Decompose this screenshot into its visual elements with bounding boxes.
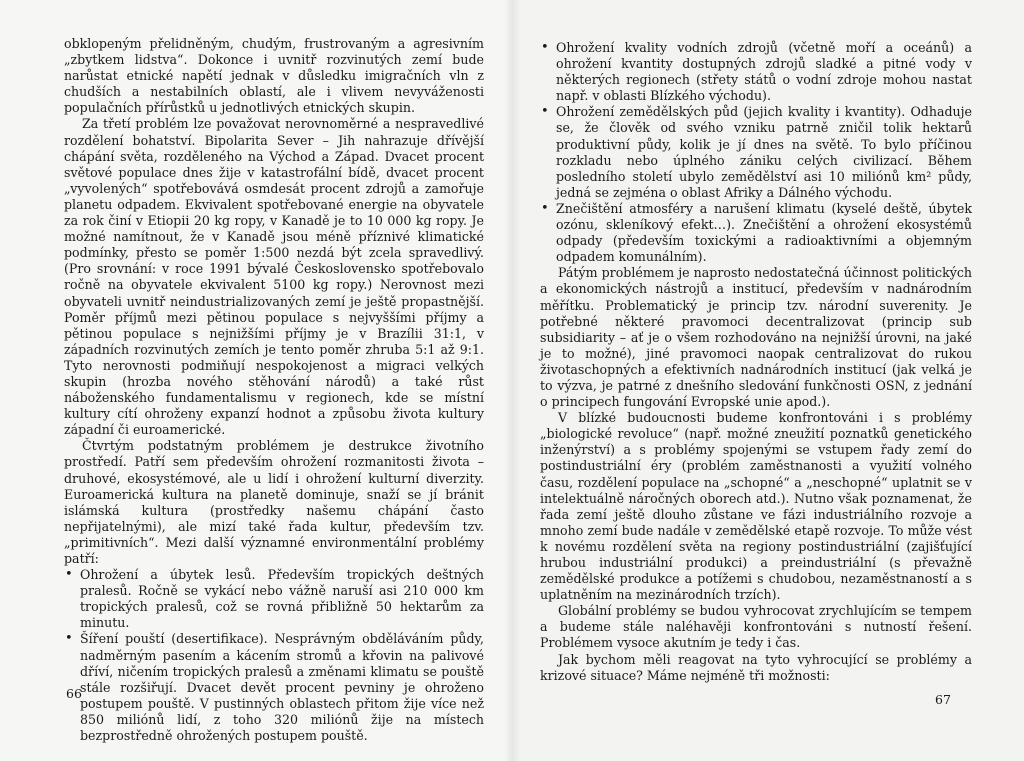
bullet-item: • Ohrožení zemědělských půd (jejich kvality i kvantity). Odhaduje se, že člověk od svého vzniku patrně zničil tolik hektarů produktivní půdy, kolik je jí dnes na světě. To bylo příčinou rozkladu nebo úplného zániku celých civilizací. Během posledního století ubylo zemědělství asi 10 miliónů km² půdy, jedná se zejména o oblast Afriky a Dálného východu. <box>540 104 972 201</box>
paragraph: Pátým problémem je naprosto nedostatečná účinnost politických a ekonomických nástrojů a institucí, především v nadnárodním měřítku. Problematický je princip tzv. národní suverenity. Je potřebné některé pravomoci decentralizovat (princip sub subsidiarity – ať je o všem rozhodováno na nejnižší úrovni, na jaké je to možné), jiné pravomoci naopak centralizovat do rukou životaschopných a efektivních nadnárodních institucí (jak velká je to výzva, je patrné z dnešního sledování funkčnosti OSN, z jednání o principech fungování Evropské unie apod.). <box>540 265 972 410</box>
page-number: 67 <box>935 692 951 707</box>
paragraph: Čtvrtým podstatným problémem je destrukce životního prostředí. Patří sem především ohrožení rozmanitosti života – druhové, ekosystémové, ale u lidí i ohrožení kulturní diverzity. Euroamerická kultura na planetě dominuje, snaží se jí bránit islámská kultura (prostředky našemu chápání často nepřijatelnými), ale mizí také řada kultur, především tzv. „primitivních“. Mezi další významné environmentální problémy patří: <box>64 438 484 566</box>
bullet-item: • Šíření pouští (desertifikace). Nesprávným obděláváním půdy, nadměrným pasením a kácením stromů a křovin na palivové dříví, ničením tropických pralesů a změnami klimatu se pouště stále rozšiřují. Dvacet devět procent pevniny je ohroženo postupem pouště. V pustinných oblastech přitom žije více než 850 miliónů lidí, z toho 320 miliónů žije na místech bezprostředně ohrožených postupem pouště. <box>64 631 484 744</box>
paragraph: V blízké budoucnosti budeme konfrontováni i s problémy „biologické revoluce“ (např. možné zneužití poznatků genetického inženýrství) a s problémy spojenými se vstupem řady zemí do postindustriální éry (problém zaměstnanosti a využití volného času, rozdělení populace na „schopné“ a „neschopné“ uplatnit se v intelektuálně náročných oborech atd.). Nutno však poznamenat, že řada zemí ještě dlouho zůstane ve fázi industriálního rozvoje a mnoho zemí bude nadále v zemědělské etapě rozvoje. To může vést k novému rozdělení světa na regiony postindustriální (zajišťující hrubou industriální produkci) a preindustriální (s převažně zemědělské produkce a potížemi s chudobou, nezaměstnaností a s uplatněním na mezinárodních trzích). <box>540 410 972 603</box>
paragraph: Globální problémy se budou vyhrocovat zrychlujícím se tempem a budeme stále naléhavěji konfrontováni s nutností řešení. Problémem vysoce akutním je tedy i čas. <box>540 603 972 651</box>
page-number: 66 <box>66 686 82 701</box>
paragraph: obklopeným přelidněným, chudým, frustrovaným a agresivním „zbytkem lidstva“. Dokonce i uvnitř rozvinutých zemí bude narůstat etnické napětí jednak v důsledku imigračních vln z chudších a nestabilních oblastí, ale i vlivem nevyváženosti populačních přírůstků u jednotlivých etnických skupin. <box>64 36 484 116</box>
bullet-item: • Znečištění atmosféry a narušení klimatu (kyselé deště, úbytek ozónu, skleníkový efekt…). Znečištění a ohrožení ekosystémů odpady (především toxickými a radioaktivními a objemným odpadem komunálním). <box>540 201 972 265</box>
bullet-item: • Ohrožení a úbytek lesů. Především tropických deštných pralesů. Ročně se vykácí nebo vážně naruší asi 210 000 km tropických pralesů, což se rovná přibližně 50 hektarům za minutu. <box>64 567 484 631</box>
right-text-column <box>540 40 972 684</box>
left-text-column <box>64 36 484 744</box>
paragraph: Za třetí problém lze považovat nerovnoměrné a nespravedlivé rozdělení bohatství. Bipolarita Sever – Jih nahrazuje dřívější chápání světa, rozděleného na Východ a Západ. Dvacet procent světové populace dnes žije v katastrofální bídě, dvacet procent „vyvolených“ spotřebovává osmdesát procent zdrojů a zamořuje planetu odpadem. Ekvivalent spotřebované energie na obyvatele za rok činí v Etiopii 20 kg ropy, v Kanadě je to 10 000 kg ropy. Je možné namítnout, že v Kanadě jsou méně příznivé klimatické podmínky, přesto se poměr 1:500 nezdá být zcela spravedlivý. (Pro srovnání: v roce 1991 bývalé Československo spotřebovalo ročně na obyvatele ekvivalent 5100 kg ropy.) Nerovnost mezi obyvateli uvnitř neindustrializovaných zemí je ještě propastnější. Poměr příjmů mezi pětinou populace s nejvyššími příjmy a pětinou populace s nejnižšími příjmy je v Brazílii 31:1, v západních rozvinutých zemích je tento poměr zhruba 5:1 až 9:1. Tyto nerovnosti podmiňují nespokojenost a migraci velkých skupin (hrozba nového stěhování národů) a také růst náboženského fundamentalismu v regionech, kde se místní kultury cítí ohroženy expanzí hodnot a způsobu života kultury západní či euroamerické. <box>64 116 484 438</box>
paragraph: Jak bychom měli reagovat na tyto vyhrocující se problémy a krizové situace? Máme nejméně tři možnosti: <box>540 651 972 683</box>
bullet-list <box>540 40 972 265</box>
right-page <box>512 0 1024 761</box>
book-gutter <box>504 0 520 761</box>
bullet-item: • Ohrožení kvality vodních zdrojů (včetně moří a oceánů) a ohrožení kvantity dostupných zdrojů sladké a pitné vody v některých regionech (střety států o vodní zdroje mohou nastat např. v oblasti Blízkého východu). <box>540 40 972 104</box>
bullet-list <box>64 567 484 744</box>
